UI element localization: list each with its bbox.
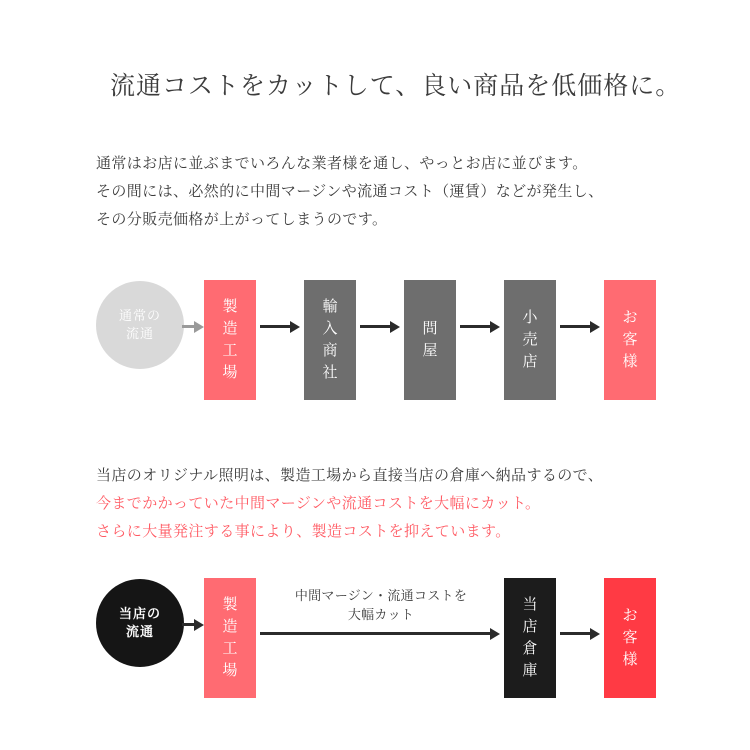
our-flow-line-3: さらに大量発注する事により、製造コストを抑えています。 xyxy=(96,523,511,540)
our-flow-line-2: 今までかかっていた中間マージンや流通コストを大幅にカット。 xyxy=(96,495,541,512)
normal-flow-node-3 xyxy=(504,280,556,400)
our-flow-start-label-2: 流通 xyxy=(125,624,154,639)
our-flow-node-0 xyxy=(204,578,256,698)
normal-flow-start-label-1: 通常の xyxy=(118,308,161,323)
normal-flow-node-0-label: 製造工場 xyxy=(222,298,239,381)
our-flow-node-2 xyxy=(604,578,656,698)
our-flow-node-0-label: 製造工場 xyxy=(222,596,239,679)
our-flow-arrow-label xyxy=(276,586,486,624)
page-title: 流通コストをカットして、良い商品を低価格に。 xyxy=(110,72,682,100)
intro-line-3: その分販売価格が上がってしまうのです。 xyxy=(96,211,388,228)
our-flow-line-1: 当店のオリジナル照明は、製造工場から直接当店の倉庫へ納品するので、 xyxy=(96,467,604,484)
normal-flow-node-3-label: 小売店 xyxy=(522,309,539,370)
normal-flow-start-circle xyxy=(96,281,184,369)
normal-flow-node-1-label: 輸入商社 xyxy=(322,298,339,381)
our-flow-start-circle xyxy=(96,579,184,667)
our-flow-node-1 xyxy=(504,578,556,698)
intro-line-2: その間には、必然的に中間マージンや流通コスト（運賃）などが発生し、 xyxy=(96,183,604,200)
normal-flow-node-1 xyxy=(304,280,356,400)
our-flow-node-1-label: 当店倉庫 xyxy=(522,596,539,679)
normal-flow-start-label-2: 流通 xyxy=(125,326,154,341)
normal-flow-diagram xyxy=(0,270,750,410)
our-flow-start-label-1: 当店の xyxy=(118,606,161,621)
normal-flow-node-4 xyxy=(604,280,656,400)
normal-flow-node-2 xyxy=(404,280,456,400)
our-flow-node-2-label: お客様 xyxy=(622,607,639,668)
intro-line-1: 通常はお店に並ぶまでいろんな業者様を通し、やっとお店に並びます。 xyxy=(96,155,588,172)
our-flow-diagram xyxy=(0,568,750,708)
our-flow-arrow-label-1: 中間マージン・流通コストを xyxy=(294,588,468,603)
normal-flow-node-2-label: 問屋 xyxy=(422,320,439,359)
bottom-spacer xyxy=(0,724,750,750)
our-flow-paragraph xyxy=(96,462,603,546)
normal-flow-node-4-label: お客様 xyxy=(622,309,639,370)
our-flow-arrow-label-2: 大幅カット xyxy=(347,607,415,622)
intro-paragraph xyxy=(96,150,604,234)
normal-flow-node-0 xyxy=(204,280,256,400)
